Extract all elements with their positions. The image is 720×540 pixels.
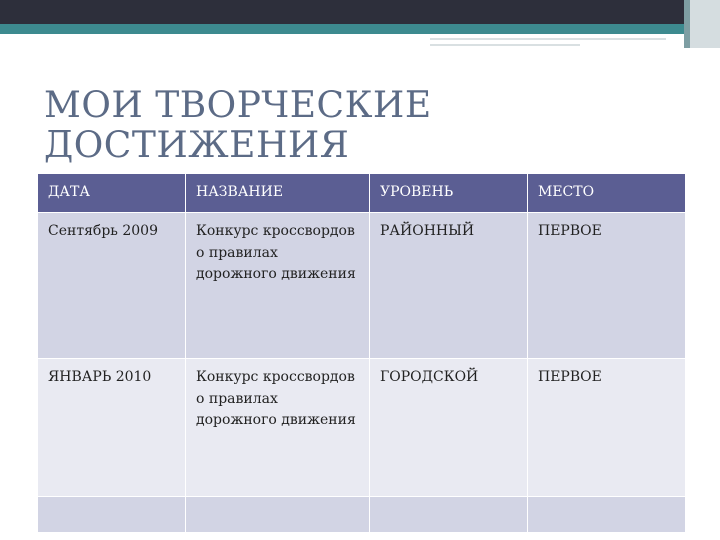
header-name: НАЗВАНИЕ bbox=[186, 174, 370, 213]
decor-line-2 bbox=[430, 44, 580, 46]
achievements-table bbox=[37, 173, 686, 533]
header-date: ДАТА bbox=[38, 174, 186, 213]
table-row bbox=[38, 359, 686, 497]
header-level: УРОВЕНЬ bbox=[370, 174, 528, 213]
top-decor-corner bbox=[690, 0, 720, 48]
header-place: МЕСТО bbox=[528, 174, 686, 213]
cell-level: ГОРОДСКОЙ bbox=[370, 359, 528, 497]
top-decor-bar-teal bbox=[0, 24, 720, 34]
cell-name: Конкурс кроссвордов о правилах дорожного движения bbox=[186, 359, 370, 497]
slide-title: МОИ ТВОРЧЕСКИЕ ДОСТИЖЕНИЯ bbox=[44, 85, 432, 166]
table-row bbox=[38, 213, 686, 359]
cell-name bbox=[186, 497, 370, 533]
cell-name: Конкурс кроссвордов о правилах дорожного движения bbox=[186, 213, 370, 359]
decor-line-1 bbox=[430, 38, 666, 40]
top-decor-bar-dark bbox=[0, 0, 720, 24]
cell-place: ПЕРВОЕ bbox=[528, 213, 686, 359]
cell-level bbox=[370, 497, 528, 533]
cell-place: ПЕРВОЕ bbox=[528, 359, 686, 497]
cell-place bbox=[528, 497, 686, 533]
cell-date: ЯНВАРЬ 2010 bbox=[38, 359, 186, 497]
cell-date bbox=[38, 497, 186, 533]
cell-date: Сентябрь 2009 bbox=[38, 213, 186, 359]
cell-level: РАЙОННЫЙ bbox=[370, 213, 528, 359]
table-row bbox=[38, 497, 686, 533]
table-header-row bbox=[38, 174, 686, 213]
